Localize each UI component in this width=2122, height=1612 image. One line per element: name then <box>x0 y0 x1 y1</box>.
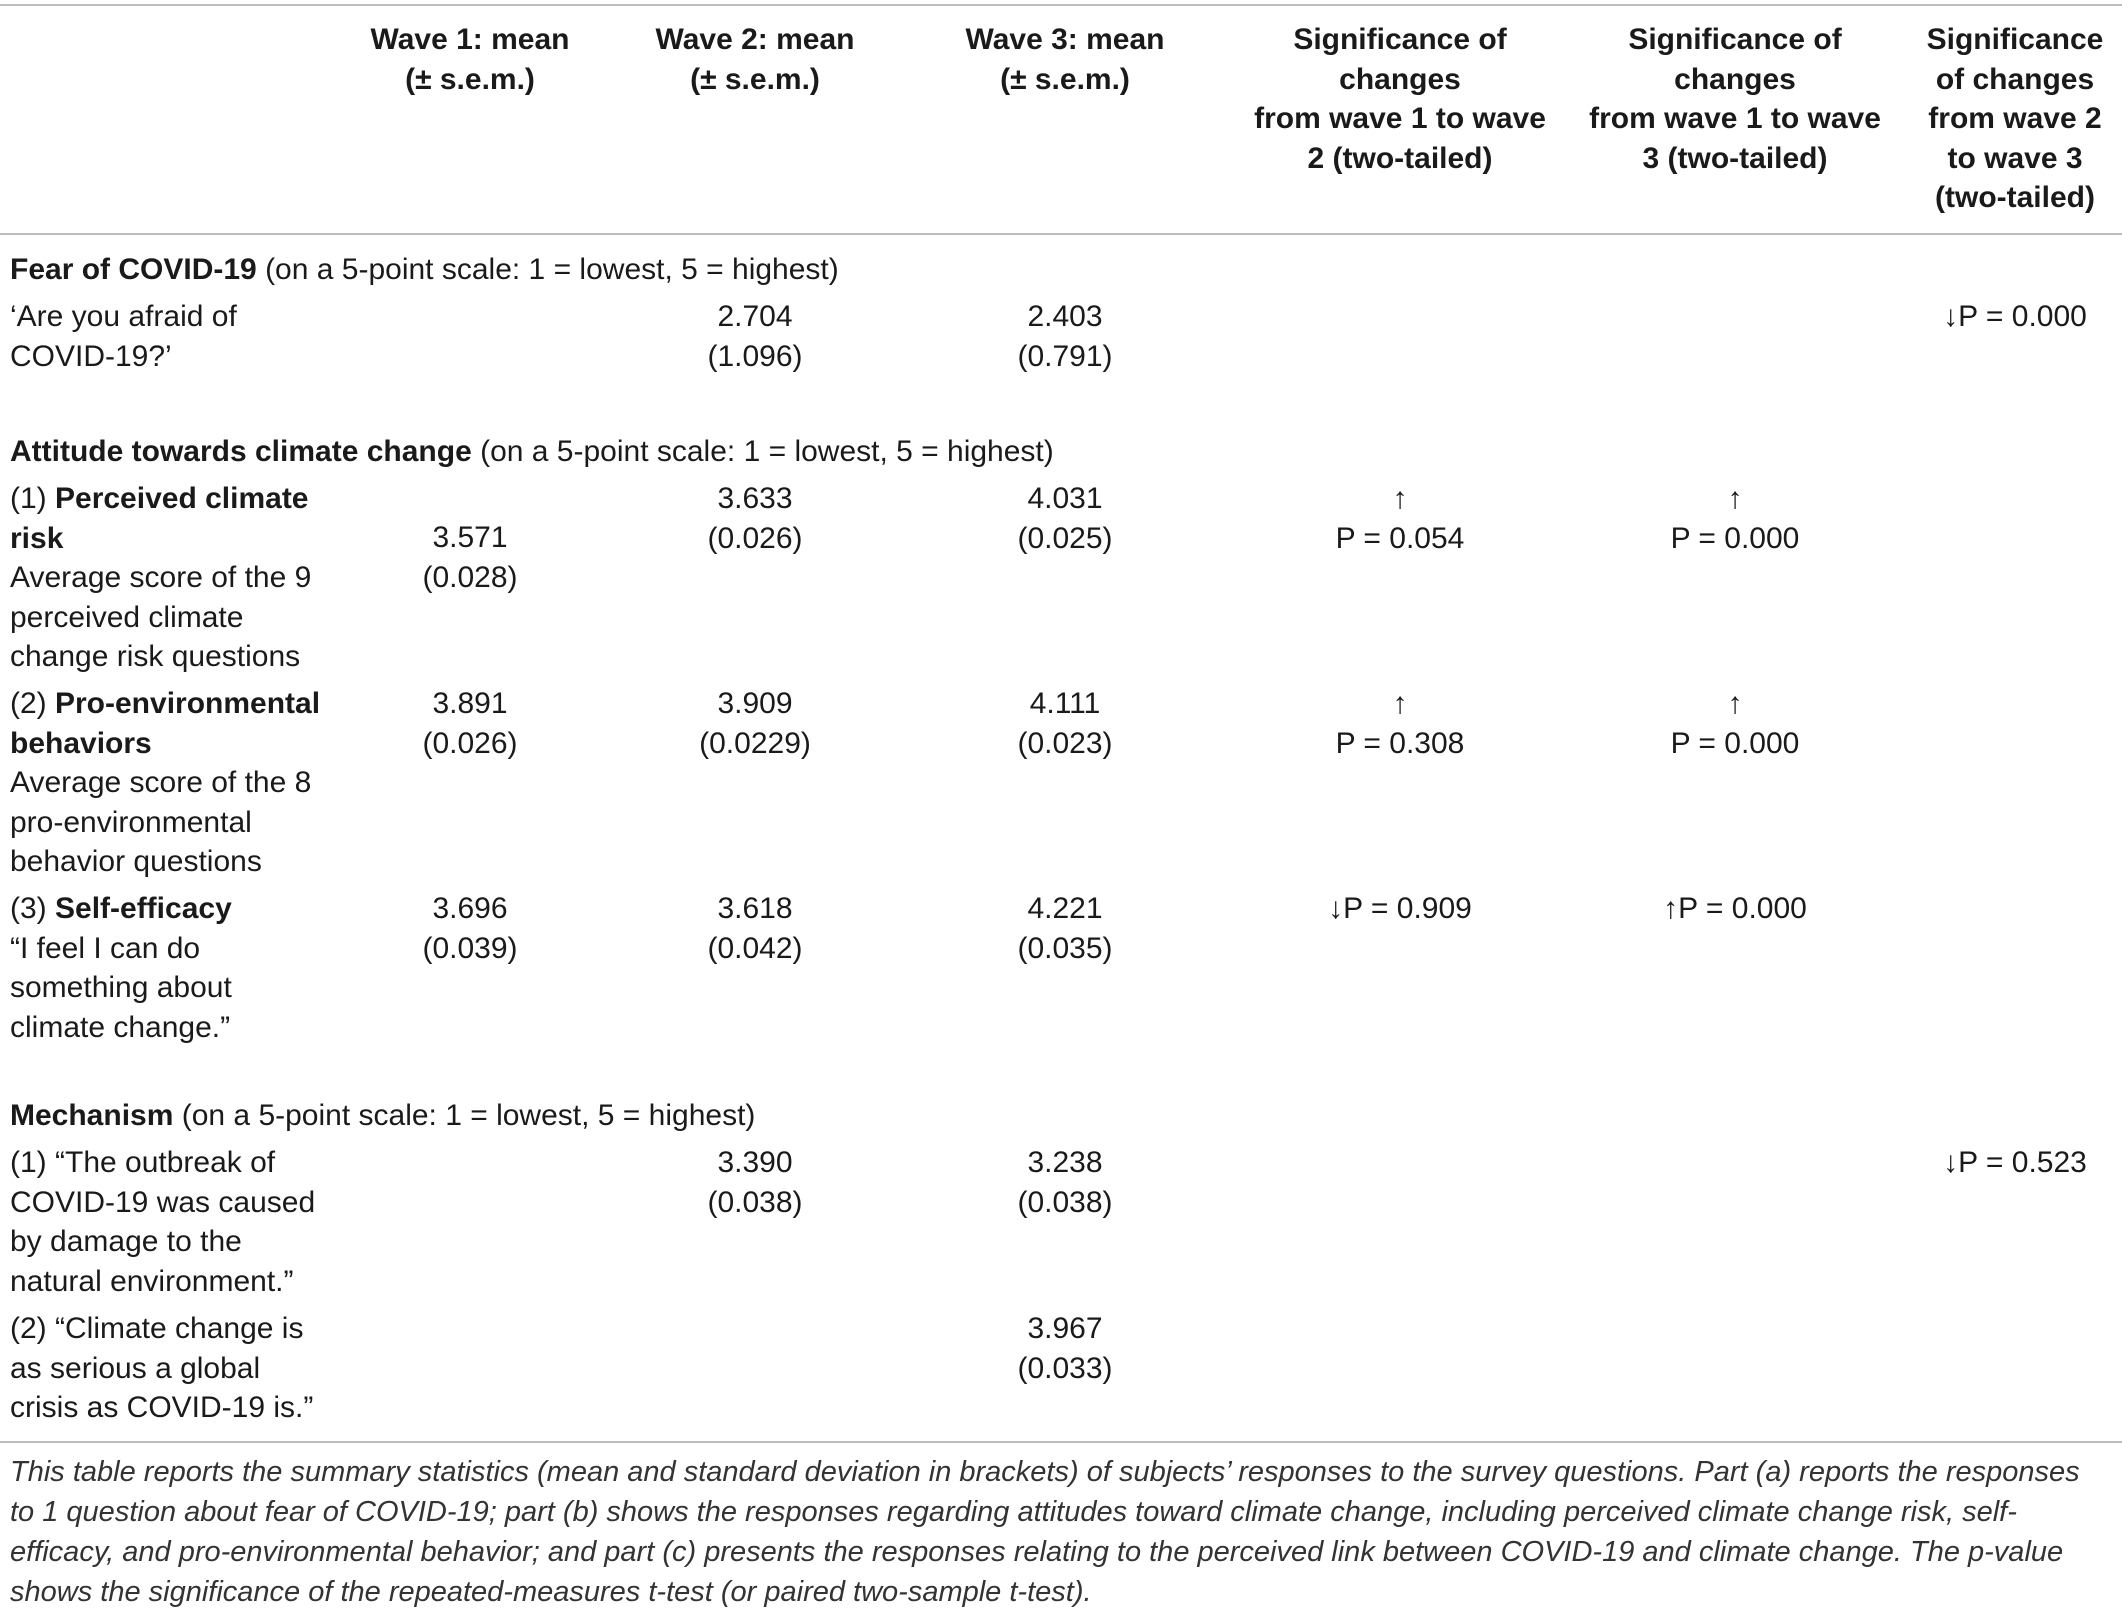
behav-name: Pro-environmental behaviors <box>10 687 321 760</box>
fear-wave2: 2.704 (1.096) <box>707 300 803 373</box>
section-attitude-title: Attitude towards climate change <box>10 435 472 468</box>
section-attitude-scale: (on a 5-point scale: 1 = lowest, 5 = highest) <box>471 435 1054 468</box>
mechanism-q1-wave2: 3.390 (0.038) <box>707 1146 803 1219</box>
section-mechanism-scale: (on a 5-point scale: 1 = lowest, 5 = highest) <box>173 1099 756 1132</box>
risk-num: (1) <box>10 482 55 515</box>
risk-sig-1-3: ↑ P = 0.000 <box>1670 482 1800 555</box>
behav-desc: Average score of the 8 pro-environmental behavior questions <box>10 766 312 878</box>
fear-question-label: ‘Are you afraid of COVID-19?’ <box>10 300 237 373</box>
mechanism-q1-wave3: 3.238 (0.038) <box>1017 1146 1113 1219</box>
efficacy-wave1: 3.696 (0.039) <box>422 892 518 965</box>
efficacy-num: (3) <box>10 892 55 925</box>
risk-name: Perceived climate risk <box>10 482 309 555</box>
behav-label <box>10 684 340 882</box>
behav-wave1: 3.891 (0.026) <box>422 687 518 760</box>
efficacy-wave2: 3.618 (0.042) <box>707 892 803 965</box>
header-sig-1-2: Significance of changes from wave 1 to wave 2 (two-tailed) <box>1254 23 1546 175</box>
behav-wave2: 3.909 (0.0229) <box>699 687 811 760</box>
behav-sig-1-2: ↑ P = 0.308 <box>1335 687 1465 760</box>
section-attitude-heading <box>10 432 1054 472</box>
bottom-rule <box>0 1441 2122 1443</box>
efficacy-desc: “I feel I can do something about climate change.” <box>10 931 232 1044</box>
section-fear-title: Fear of COVID-19 <box>10 253 257 286</box>
header-sig-1-3: Significance of changes from wave 1 to wave 3 (two-tailed) <box>1589 23 1881 175</box>
risk-wave3: 4.031 (0.025) <box>1017 482 1113 555</box>
header-wave2: Wave 2: mean (± s.e.m.) <box>655 23 855 96</box>
table-caption: This table reports the summary statistics (mean and standard deviation in brackets) of subjects’ responses to the survey questions. Part (a) reports the responses to 1 question about fear of COVID-19; part (b) shows the responses regarding attitudes toward climate change, including perceived climate change risk, self-efficacy, and pro-environmental behavior; and part (c) presents the responses relating to the perceived link between COVID-19 and climate change. The p-value shows the significance of the repeated-measures t-test (or paired two-sample t-test). <box>10 1456 2080 1608</box>
efficacy-wave3: 4.221 (0.035) <box>1017 892 1113 965</box>
header-wave1: Wave 1: mean (± s.e.m.) <box>370 23 570 96</box>
behav-wave3: 4.111 (0.023) <box>1017 687 1113 760</box>
risk-wave2: 3.633 (0.026) <box>707 482 803 555</box>
mechanism-q1-label: (1) “The outbreak of COVID-19 was caused by damage to the natural environment.” <box>10 1146 316 1298</box>
top-rule <box>0 4 2122 6</box>
risk-desc: Average score of the 9 perceived climate change risk questions <box>10 561 312 673</box>
risk-label <box>10 479 340 677</box>
mechanism-q1-sig-2-3: ↓P = 0.523 <box>1943 1146 2087 1179</box>
efficacy-label <box>10 889 340 1047</box>
fear-sig-2-3: ↓P = 0.000 <box>1943 300 2087 333</box>
risk-sig-1-2: ↑ P = 0.054 <box>1335 482 1465 555</box>
section-fear-heading <box>10 250 839 290</box>
header-wave3: Wave 3: mean (± s.e.m.) <box>965 23 1165 96</box>
section-mechanism-heading <box>10 1096 755 1136</box>
risk-wave1: 3.571 (0.028) <box>422 521 518 594</box>
behav-num: (2) <box>10 687 55 720</box>
header-sig-2-3: Significance of changes from wave 2 to wave 3 (two-tailed) <box>1926 23 2104 214</box>
efficacy-sig-1-2: ↓P = 0.909 <box>1328 892 1472 925</box>
section-mechanism-title: Mechanism <box>10 1099 174 1132</box>
section-fear-scale: (on a 5-point scale: 1 = lowest, 5 = highest) <box>256 253 839 286</box>
efficacy-sig-1-3: ↑P = 0.000 <box>1663 892 1807 925</box>
behav-sig-1-3: ↑ P = 0.000 <box>1670 687 1800 760</box>
mechanism-q2-label: (2) “Climate change is as serious a global crisis as COVID-19 is.” <box>10 1312 314 1424</box>
efficacy-name: Self-efficacy <box>55 892 232 925</box>
header-rule <box>0 233 2122 235</box>
fear-wave3: 2.403 (0.791) <box>1017 300 1113 373</box>
mechanism-q2-wave3: 3.967 (0.033) <box>1017 1312 1113 1385</box>
